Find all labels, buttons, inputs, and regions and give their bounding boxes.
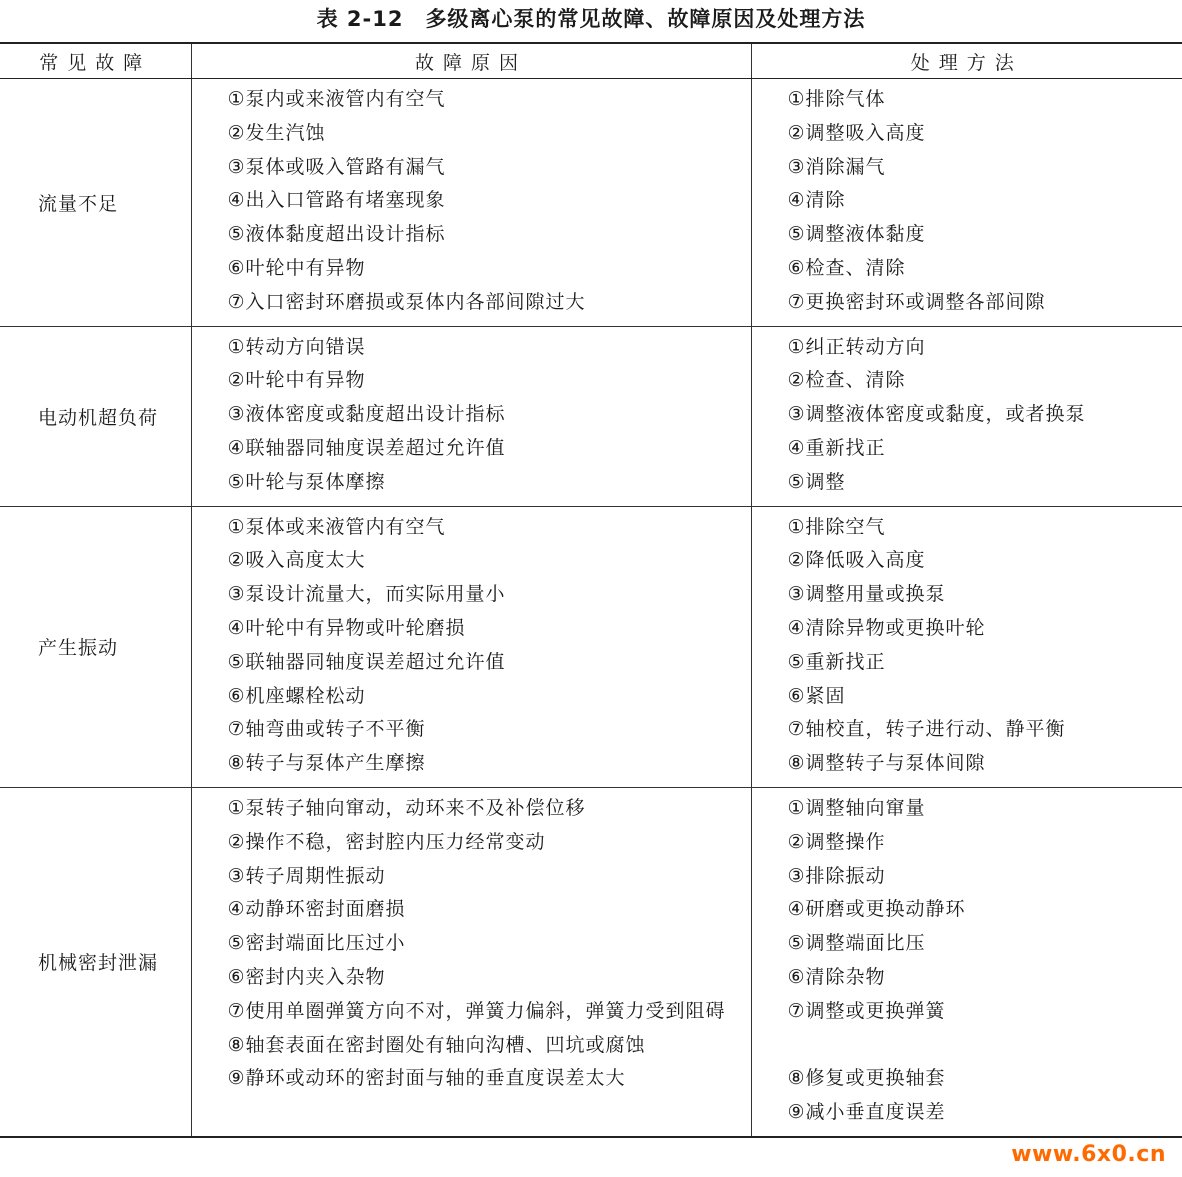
table-title bbox=[0, 4, 1182, 34]
table-row bbox=[0, 79, 1182, 327]
cause-item: ⑨静环或动环的密封面与轴的垂直度误差太大 bbox=[227, 1067, 626, 1090]
remedy-item: ④研磨或更换动静环 bbox=[787, 898, 966, 921]
cause-item: ⑧轴套表面在密封圈处有轴向沟槽、凹坑或腐蚀 bbox=[227, 1033, 646, 1056]
remedy-item: ④重新找正 bbox=[787, 436, 886, 459]
remedy-list bbox=[751, 506, 1182, 787]
cause-list bbox=[191, 787, 751, 1136]
table-number: 表 2-12 bbox=[316, 7, 404, 31]
remedy-item: ④清除 bbox=[787, 189, 846, 212]
remedy-item: ⑧修复或更换轴套 bbox=[787, 1067, 946, 1090]
remedy-list bbox=[751, 787, 1182, 1136]
cause-item: ⑤叶轮与泵体摩擦 bbox=[227, 470, 386, 493]
cause-list bbox=[191, 506, 751, 787]
table-row bbox=[0, 787, 1182, 1136]
cause-item: ⑦使用单圈弹簧方向不对，弹簧力偏斜，弹簧力受到阻碍 bbox=[227, 999, 726, 1022]
remedy-item: ③排除振动 bbox=[787, 864, 886, 887]
fault-table bbox=[0, 42, 1182, 1138]
remedy-item: ③调整用量或换泵 bbox=[787, 583, 946, 606]
remedy-item: ③调整液体密度或黏度，或者换泵 bbox=[787, 403, 1086, 426]
cause-item: ①泵内或来液管内有空气 bbox=[227, 88, 446, 110]
cause-item: ⑦轴弯曲或转子不平衡 bbox=[227, 718, 426, 741]
cause-item: ⑧转子与泵体产生摩擦 bbox=[227, 752, 426, 775]
remedy-item: ⑧调整转子与泵体间隙 bbox=[787, 752, 986, 775]
header-fault: 常见故障 bbox=[0, 43, 191, 79]
header-cause: 故障原因 bbox=[191, 43, 751, 79]
remedy-item: ①纠正转动方向 bbox=[787, 335, 926, 358]
remedy-item: ⑦调整或更换弹簧 bbox=[787, 999, 946, 1022]
remedy-item: ③消除漏气 bbox=[787, 155, 886, 178]
cause-item: ②操作不稳，密封腔内压力经常变动 bbox=[227, 830, 546, 853]
table-caption: 多级离心泵的常见故障、故障原因及处理方法 bbox=[425, 7, 866, 31]
cause-list bbox=[191, 79, 751, 327]
remedy-item: ②检查、清除 bbox=[787, 369, 906, 392]
remedy-item: ⑥清除杂物 bbox=[787, 965, 886, 988]
cause-item: ④动静环密封面磨损 bbox=[227, 898, 406, 921]
fault-name: 电动机超负荷 bbox=[0, 326, 191, 506]
cause-item: ⑤液体黏度超出设计指标 bbox=[227, 223, 446, 246]
remedy-item: ⑥紧固 bbox=[787, 684, 846, 707]
cause-item: ①转动方向错误 bbox=[227, 335, 366, 358]
cause-item: ①泵转子轴向窜动，动环来不及补偿位移 bbox=[227, 796, 586, 819]
cause-item: ③泵设计流量大，而实际用量小 bbox=[227, 583, 506, 606]
cause-item: ④叶轮中有异物或叶轮磨损 bbox=[227, 616, 466, 639]
cause-item: ④联轴器同轴度误差超过允许值 bbox=[227, 436, 506, 459]
remedy-item: ⑦更换密封环或调整各部间隙 bbox=[787, 290, 1046, 313]
cause-item: ⑥叶轮中有异物 bbox=[227, 256, 366, 279]
remedy-item: ⑤调整 bbox=[787, 470, 846, 493]
cause-item: ⑤密封端面比压过小 bbox=[227, 932, 406, 955]
remedy-item: ①排除气体 bbox=[787, 88, 886, 110]
remedy-item: ⑤重新找正 bbox=[787, 650, 886, 673]
remedy-item: ②调整吸入高度 bbox=[787, 121, 926, 144]
table-row bbox=[0, 506, 1182, 787]
remedy-item: ⑤调整液体黏度 bbox=[787, 223, 926, 246]
fault-name: 流量不足 bbox=[0, 79, 191, 327]
watermark: www.6x0.cn bbox=[1007, 1142, 1170, 1167]
cause-item: ③液体密度或黏度超出设计指标 bbox=[227, 403, 506, 426]
cause-item: ⑥机座螺栓松动 bbox=[227, 684, 366, 707]
cause-item: ①泵体或来液管内有空气 bbox=[227, 515, 446, 538]
cause-item: ⑦入口密封环磨损或泵体内各部间隙过大 bbox=[227, 290, 586, 313]
remedy-item: ②调整操作 bbox=[787, 830, 886, 853]
table-row bbox=[0, 326, 1182, 506]
cause-item: ③转子周期性振动 bbox=[227, 864, 386, 887]
remedy-item: ⑥检查、清除 bbox=[787, 256, 906, 279]
remedy-spacer bbox=[788, 1029, 1173, 1063]
fault-name: 产生振动 bbox=[0, 506, 191, 787]
remedy-item: ⑦轴校直，转子进行动、静平衡 bbox=[787, 718, 1066, 741]
fault-name: 机械密封泄漏 bbox=[0, 787, 191, 1136]
cause-list bbox=[191, 326, 751, 506]
remedy-list bbox=[751, 326, 1182, 506]
cause-item: ⑤联轴器同轴度误差超过允许值 bbox=[227, 650, 506, 673]
remedy-item: ④清除异物或更换叶轮 bbox=[787, 616, 986, 639]
cause-item: ②吸入高度太大 bbox=[227, 549, 366, 572]
header-remedy: 处理方法 bbox=[751, 43, 1182, 79]
remedy-item: ①排除空气 bbox=[787, 515, 886, 538]
remedy-item: ①调整轴向窜量 bbox=[787, 796, 926, 819]
cause-item: ③泵体或吸入管路有漏气 bbox=[227, 155, 446, 178]
remedy-item: ⑨减小垂直度误差 bbox=[787, 1101, 946, 1124]
cause-item: ②叶轮中有异物 bbox=[227, 369, 366, 392]
cause-item: ⑥密封内夹入杂物 bbox=[227, 965, 386, 988]
remedy-item: ⑤调整端面比压 bbox=[787, 932, 926, 955]
remedy-item: ②降低吸入高度 bbox=[787, 549, 926, 572]
cause-item: ④出入口管路有堵塞现象 bbox=[227, 189, 446, 212]
header-row bbox=[0, 43, 1182, 79]
cause-item: ②发生汽蚀 bbox=[227, 121, 326, 144]
remedy-list bbox=[751, 79, 1182, 327]
